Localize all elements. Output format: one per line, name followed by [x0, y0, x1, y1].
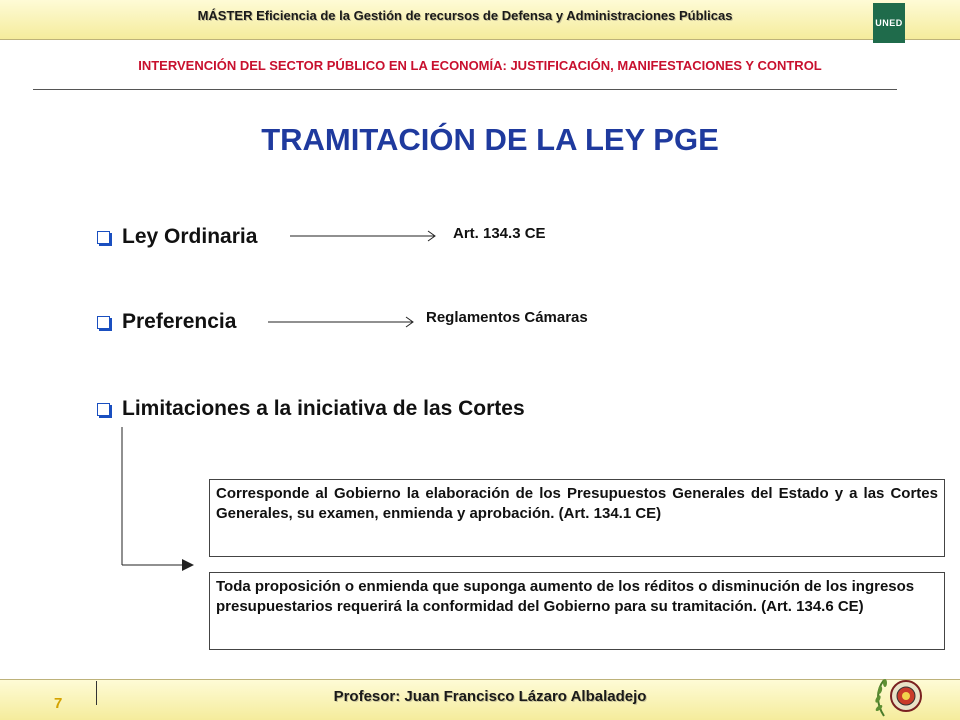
bullet-label: Ley Ordinaria: [122, 225, 258, 248]
bullet-reference: Art. 134.3 CE: [453, 225, 546, 242]
uned-logo: UNED: [873, 3, 905, 43]
bullet-limitaciones: [97, 397, 525, 421]
page-number: 7: [54, 695, 63, 712]
footer-professor: Profesor: Juan Francisco Lázaro Albaladejo: [333, 688, 647, 705]
checkbox-bullet-icon: [97, 316, 110, 329]
bullet-label: Preferencia: [122, 310, 237, 333]
checkbox-bullet-icon: [97, 231, 110, 244]
arrow-right-icon: [268, 314, 418, 330]
bullet-preferencia: [97, 310, 236, 334]
checkbox-bullet-icon: [97, 403, 110, 416]
slide-title: TRAMITACIÓN DE LA LEY PGE: [261, 122, 719, 157]
laurel-emblem-icon: [870, 668, 932, 720]
bullet-ley-ordinaria: [97, 225, 257, 249]
quote-box-article-134-6: Toda proposición o enmienda que suponga aumento de los réditos o disminución de los ingresos presupuestarios requerirá la conformidad del Gobierno para su tramitación. (Art. 134.6 CE): [209, 572, 945, 650]
slide-subtitle: INTERVENCIÓN DEL SECTOR PÚBLICO EN LA ECONOMÍA: JUSTIFICACIÓN, MANIFESTACIONES Y CONTROL: [138, 58, 822, 73]
bullet-label: Limitaciones a la iniciativa de las Cortes: [122, 397, 525, 420]
arrow-right-icon: [290, 228, 440, 244]
header-divider: [33, 89, 897, 90]
quote-box-article-134-1: Corresponde al Gobierno la elaboración de los Presupuestos Generales del Estado y a las Cortes Generales, su examen, enmienda y aprobación. (Art. 134.1 CE): [209, 479, 945, 557]
bullet-reference: Reglamentos Cámaras: [426, 309, 588, 326]
elbow-arrow-icon: [110, 425, 200, 575]
header-title: MÁSTER Eficiencia de la Gestión de recursos de Defensa y Administraciones Públicas: [197, 8, 733, 23]
